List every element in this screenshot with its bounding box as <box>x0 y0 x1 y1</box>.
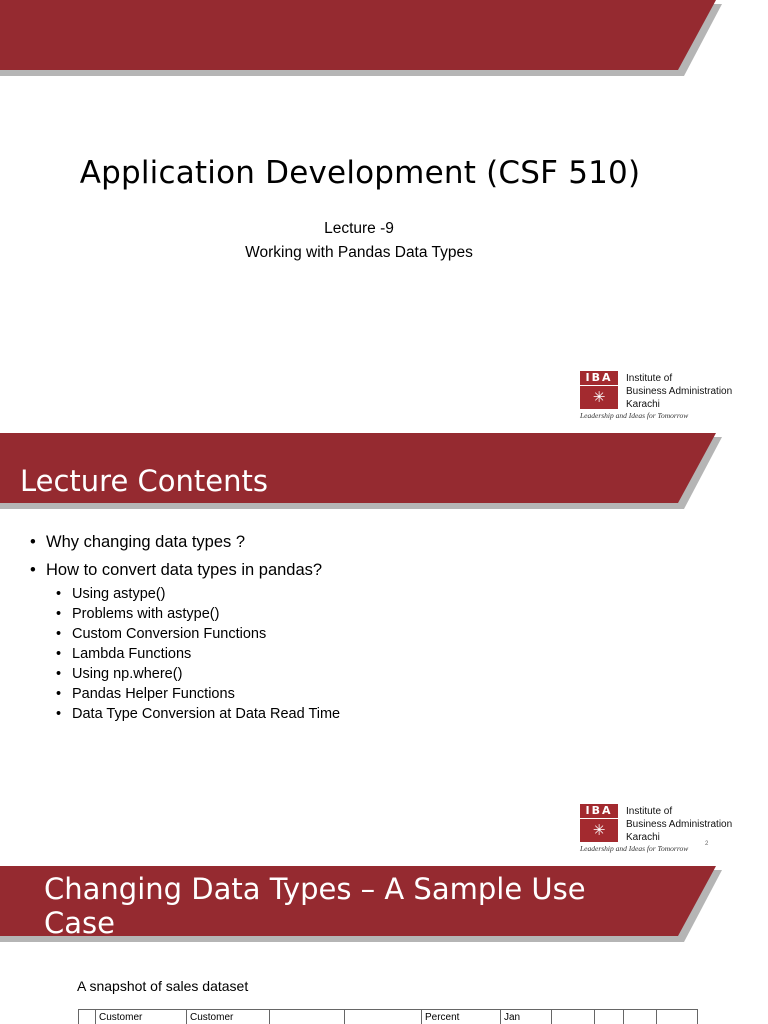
table-cell: Customer <box>96 1010 187 1024</box>
emblem-icon: ✳ <box>592 388 606 406</box>
lecture-subtitle: Working with Pandas Data Types <box>245 244 473 261</box>
list-item: • Pandas Helper Functions <box>56 686 340 702</box>
sales-table <box>78 1009 698 1024</box>
lecture-number: Lecture -9 <box>324 220 394 237</box>
list-item: • Using np.where() <box>56 666 340 682</box>
list-item: • Custom Conversion Functions <box>56 626 340 642</box>
top-banner <box>0 0 768 80</box>
table-cell <box>345 1010 422 1024</box>
list-item: • Problems with astype() <box>56 606 340 622</box>
page-number: 2 <box>705 841 709 847</box>
table-cell <box>270 1010 345 1024</box>
list-item: • Why changing data types ? <box>30 533 340 552</box>
list-item: • Lambda Functions <box>56 646 340 662</box>
table-cell <box>595 1010 624 1024</box>
sub-list <box>56 586 340 722</box>
table-cell <box>624 1010 657 1024</box>
table-cell <box>657 1010 698 1024</box>
use-case-title: Changing Data Types – A Sample Use Case <box>44 872 586 940</box>
contents-title: Lecture Contents <box>20 464 268 498</box>
iba-logo-mark: IBA ✳ <box>580 371 618 409</box>
table-cell: Customer <box>187 1010 270 1024</box>
title-slide <box>0 0 768 433</box>
use-case-slide <box>0 866 768 1024</box>
list-item: • How to convert data types in pandas? • Using astype() • Problems with astype() • Custom Conversion Functions • Lambda Functions • Using np.where() • Pandas Helper Functions • Data Type Conversion at Data Read Time <box>30 561 340 722</box>
contents-slide <box>0 433 768 866</box>
iba-logo-mark: IBA ✳ <box>580 804 618 842</box>
table-cell <box>552 1010 595 1024</box>
contents-list <box>30 533 340 731</box>
table-cell: Jan <box>501 1010 552 1024</box>
iba-logo: IBA ✳ Institute of Business Administration Karachi Leadership and Ideas for Tomorrow <box>580 804 733 853</box>
snapshot-label: A snapshot of sales dataset <box>77 978 249 994</box>
list-item: • Data Type Conversion at Data Read Time <box>56 706 340 722</box>
iba-logo: IBA ✳ Institute of Business Administration Karachi Leadership and Ideas for Tomorrow <box>580 371 733 420</box>
table-cell: Percent <box>422 1010 501 1024</box>
table-row <box>79 1010 698 1024</box>
list-item: • Using astype() <box>56 586 340 602</box>
slide-title: Application Development (CSF 510) <box>79 155 641 191</box>
table-cell <box>79 1010 96 1024</box>
emblem-icon: ✳ <box>592 821 606 839</box>
